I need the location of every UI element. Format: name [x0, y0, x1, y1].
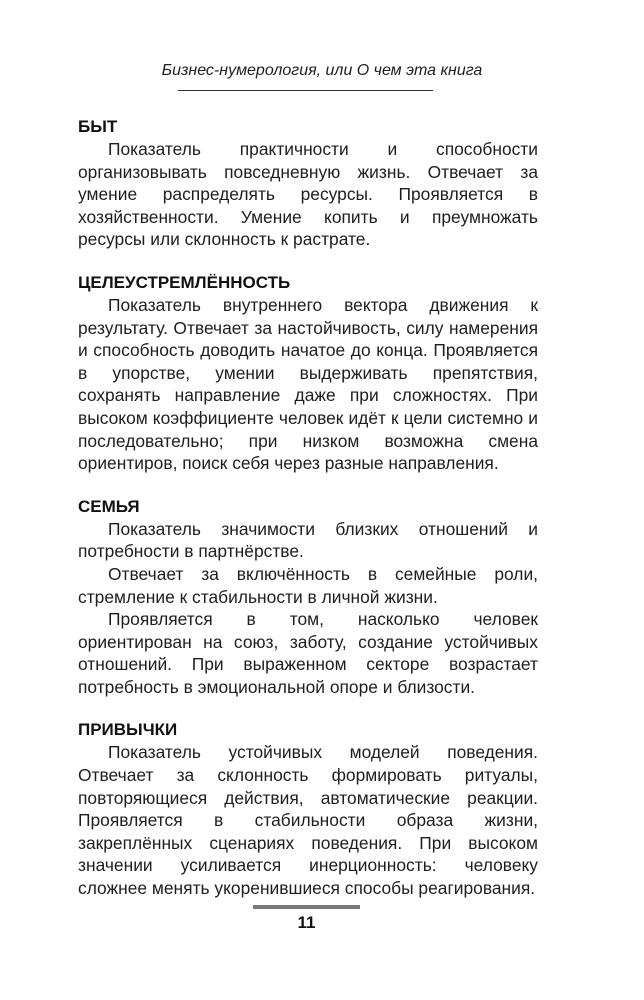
section-title: ЦЕЛЕУСТРЕМЛЁННОСТЬ: [78, 272, 291, 292]
section-title: ПРИВЫЧКИ: [78, 720, 178, 740]
header-rule: [178, 90, 433, 91]
section-title: СЕМЬЯ: [78, 496, 140, 516]
paragraph: Отвечает за включённость в семейные роли, стремление к стабильности в личной жизни.: [78, 563, 538, 607]
paragraph: Проявляется в том, насколько человек ориентирован на союз, заботу, создание устойчивых отношений. При выраженном секторе возрастает потребность в эмоциональной опоре и близости.: [78, 609, 538, 697]
section-title: БЫТ: [78, 117, 118, 136]
paragraph: Показатель значимости близких отношений и потребности в партнёрстве.: [78, 518, 538, 562]
section-privychki: [78, 719, 538, 899]
section-byt: [78, 116, 538, 251]
page-body: [78, 116, 538, 921]
footer-bar: [253, 905, 360, 909]
page-number: 11: [297, 913, 316, 932]
section-tseleustremlennost: [78, 272, 538, 475]
section-semya: [78, 496, 538, 699]
paragraph: Показатель внутреннего вектора движения к результату. Отвечает за настойчивость, силу намерения и способность доводить начатое до конца. Проявляется в упорстве, умении выдерживать препятствия, сохранять направление даже при сложностях. При высоком коэффициенте человек идёт к цели системно и последовательно; при низком возможна смена ориентиров, поиск себя через разные направления.: [78, 294, 538, 474]
running-header: Бизнес-нумерология, или О чем эта книга: [161, 62, 483, 79]
paragraph: Показатель практичности и способности организовывать повседневную жизнь. Отвечает за умение распределять ресурсы. Проявляется в хозяйственности. Умение копить и преумножать ресурсы или склонность к растрате.: [78, 139, 538, 250]
paragraph: Показатель устойчивых моделей поведения. Отвечает за склонность формировать ритуалы, повторяющиеся действия, автоматические реакции. Проявляется в стабильности образа жизни, закреплённых сценариях поведения. При высоком значении усиливается инерционность: человеку сложнее менять укоренившиеся способы реагирования.: [78, 742, 538, 899]
